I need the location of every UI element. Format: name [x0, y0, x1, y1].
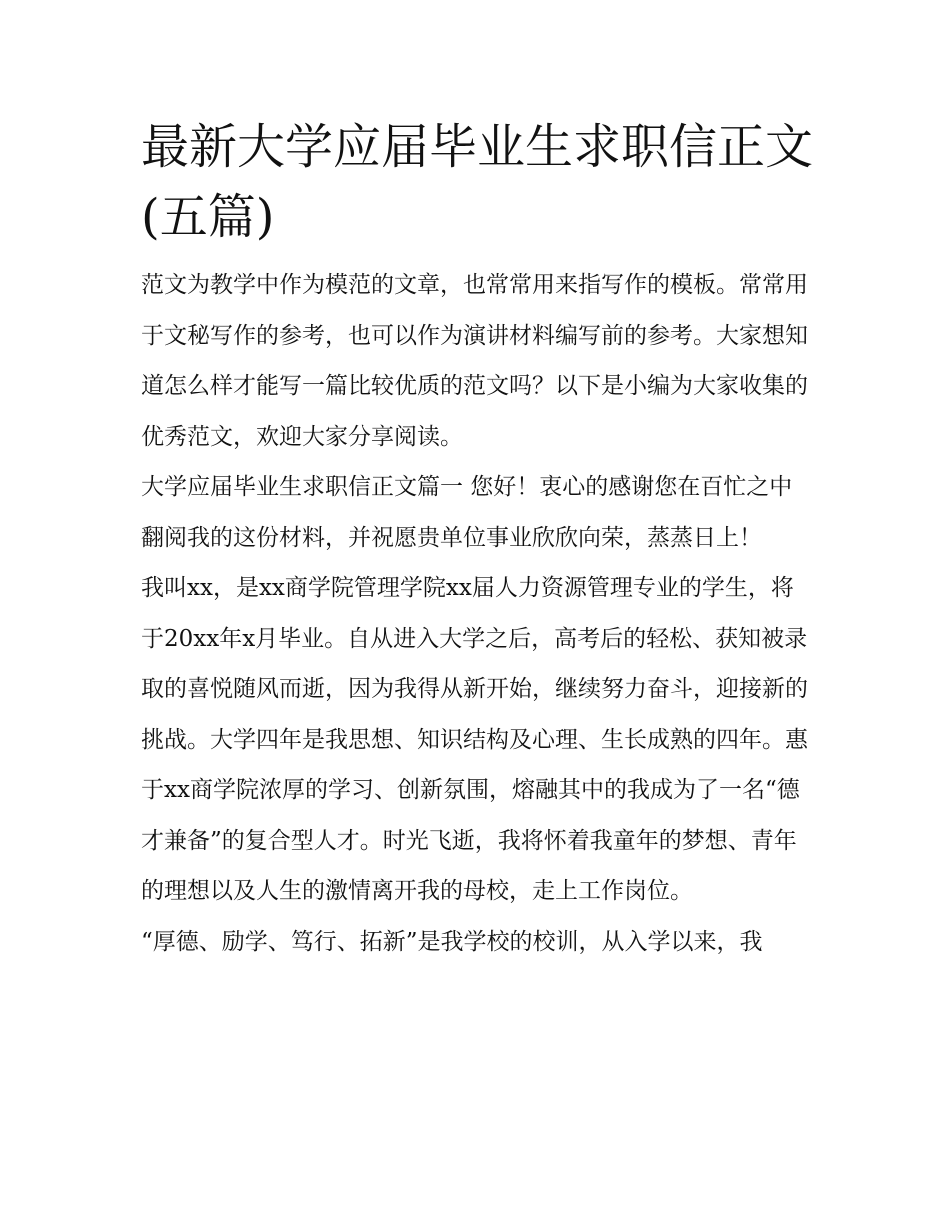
document-title: 最新大学应届毕业生求职信正文(五篇) — [141, 119, 814, 245]
paragraph-school-motto: “厚德、励学、笃行、拓新”是我学校的校训，从入学以来，我 — [141, 928, 763, 955]
paragraph-self-introduction: 我叫xx，是xx商学院管理学院xx届人力资源管理专业的学生，将于20xx年x月毕业。自从进入大学之后，高考后的轻松、获知被录取的喜悦随风而逝，因为我得从新开始，继续努力奋斗，迎接新的挑战。大学四年是我思想、知识结构及心理、生长成熟的四年。惠于xx商学院浓厚的学习、创新氛围，熔融其中的我成为了一名“德才兼备”的复合型人才。时光飞逝，我将怀着我童年的梦想、青年的理想以及人生的激情离开我的母校，走上工作岗位。 — [141, 575, 808, 904]
document-body — [141, 112, 813, 967]
paragraph-letter-opening: 大学应届毕业生求职信正文篇一 您好！衷心的感谢您在百忙之中翻阅我的这份材料，并祝愿贵单位事业欣欣向荣，蒸蒸日上！ — [141, 474, 793, 551]
paragraph-intro: 范文为教学中作为模范的文章，也常常用来指写作的模板。常常用于文秘写作的参考，也可以作为演讲材料编写前的参考。大家想知道怎么样才能写一篇比较优质的范文吗？以下是小编为大家收集的优秀范文，欢迎大家分享阅读。 — [141, 272, 808, 450]
